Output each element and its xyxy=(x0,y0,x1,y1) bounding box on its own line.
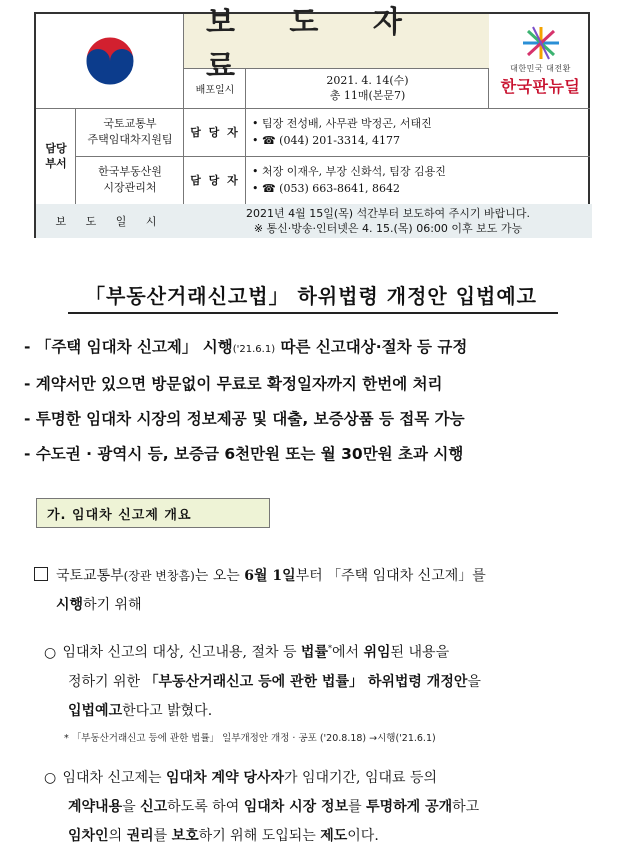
footnote: * 「부동산거래신고 등에 관한 법률」 일부개정안 개정 · 공포 ('20.8.18) →시행('21.6.1) xyxy=(64,733,436,744)
summary-bullet: - 계약서만 있으면 방문없이 무료로 확정일자까지 한번에 처리 xyxy=(24,375,443,393)
release-time-value xyxy=(184,204,592,238)
paragraph-main: 국토교통부(장관 변창흠)는 오는 6월 1일부터 「주택 임대차 신고제」를 시행하기 위해 xyxy=(34,562,594,620)
section-heading: 가. 임대차 신고제 개요 xyxy=(36,498,270,528)
distribution-pages: 총 11매(본문7) xyxy=(329,89,406,102)
summary-bullet: - 투명한 임대차 시장의 정보제공 및 대출, 보증상품 등 접목 가능 xyxy=(24,410,465,428)
press-release-title: 보 도 자 료 xyxy=(206,5,424,84)
contact-phone-1: • ☎ (044) 201-3314, 4177 xyxy=(252,134,400,147)
new-deal-star-icon xyxy=(519,25,563,61)
distribution-label: 배포일시 xyxy=(195,84,235,96)
contact-phone-2: • ☎ (053) 663-8641, 8642 xyxy=(252,182,400,195)
contact-names-1: • 팀장 전성배, 사무관 박정곤, 서태진 xyxy=(252,117,432,130)
government-emblem-icon xyxy=(36,14,184,108)
summary-bullets xyxy=(24,330,604,472)
department-org-2: 한국부동산원 시장관리처 xyxy=(98,165,162,194)
department-org-1: 국토교통부 주택임대차지원팀 xyxy=(87,117,173,146)
contact-names-2: • 처장 이재우, 부장 신화석, 팀장 김용진 xyxy=(252,165,446,178)
logo-subtitle: 대한민국 대전환 xyxy=(510,64,571,73)
release-time-line-2: ※ 통신·방송·인터넷은 4. 15.(목) 06:00 이후 보도 가능 xyxy=(253,222,523,235)
logo-title: 한국판뉴딜 xyxy=(500,77,581,96)
department-label: 담당 부서 xyxy=(45,142,67,170)
release-time-line-1: 2021년 4월 15일(목) 석간부터 보도하여 주시기 바랍니다. xyxy=(246,207,530,220)
main-title: 「부동산거래신고법」 하위법령 개정안 입법예고 xyxy=(85,284,537,308)
title-underline xyxy=(68,312,558,314)
paragraph-sub-2: ○ 임대차 신고제는 임대차 계약 당사자가 임대기간, 임대료 등의 계약내용을 신고하도록 하여 임대차 시장 정보를 투명하게 공개하고 임차인의 권리를 보호하기 위해 도입되는 제도이다. xyxy=(44,764,594,851)
contact-details-1 xyxy=(246,108,592,156)
contact-details-2 xyxy=(246,156,592,204)
release-time-label: 보 도 일 시 xyxy=(36,204,184,238)
contact-person-label-1: 담 당 자 xyxy=(190,126,240,139)
distribution-date: 2021. 4. 14(수) xyxy=(326,74,409,87)
korean-new-deal-logo xyxy=(489,14,592,108)
paragraph-sub-1: ○ 임대차 신고의 대상, 신고내용, 절차 등 법률*에서 위임된 내용을 정하기 위한 「부동산거래신고 등에 관한 법률」 하위법령 개정안을 입법예고한다고 밝혔다. xyxy=(44,634,594,726)
summary-bullet: - 수도권 · 광역시 등, 보증금 6천만원 또는 월 30만원 초과 시행 xyxy=(24,445,464,463)
distribution-value xyxy=(246,68,489,108)
summary-bullet: - 「주택 임대차 신고제」 시행('21.6.1) 따른 신고대상·절차 등 규정 xyxy=(24,338,468,356)
press-release-header-table xyxy=(34,5,590,238)
circle-bullet-icon: ○ xyxy=(44,770,57,786)
contact-person-label-2: 담 당 자 xyxy=(190,174,240,187)
checkbox-bullet-icon xyxy=(34,567,48,581)
circle-bullet-icon: ○ xyxy=(44,644,57,661)
